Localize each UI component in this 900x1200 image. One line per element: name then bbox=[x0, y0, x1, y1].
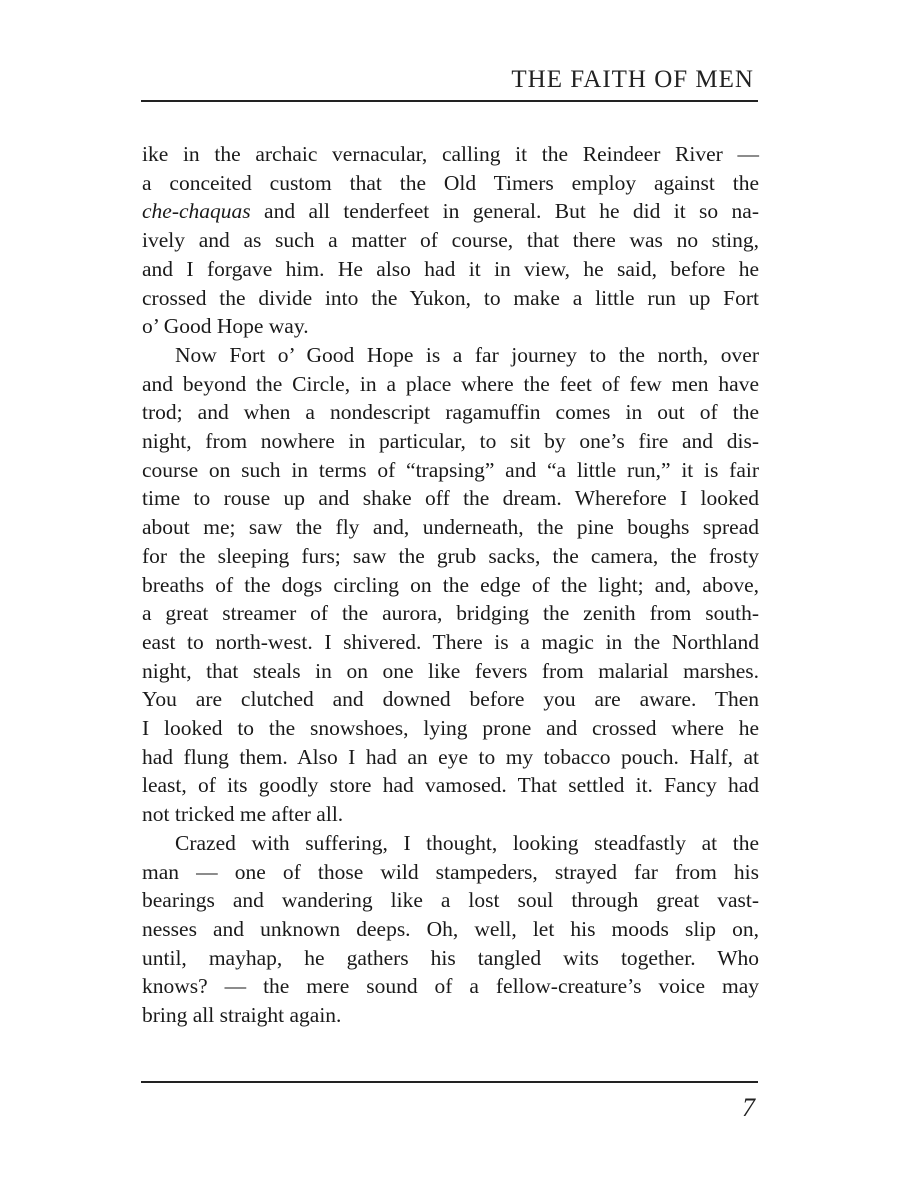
text-line: man — one of those wild stampeders, strayed far from his bbox=[142, 859, 759, 884]
page-number: 7 bbox=[742, 1093, 755, 1122]
text-line: a conceited custom that the Old Timers employ against the bbox=[142, 170, 759, 195]
text-line: east to north-west. I shivered. There is a magic in the Northland bbox=[142, 629, 759, 654]
text-line: night, that steals in on one like fevers from malarial marshes. bbox=[142, 658, 759, 683]
text-line: course on such in terms of “trapsing” and “a little run,” it is fair bbox=[142, 457, 759, 482]
text-line: nesses and unknown deeps. Oh, well, let his moods slip on, bbox=[142, 916, 759, 941]
text-line: crossed the divide into the Yukon, to make a little run up Fort bbox=[142, 285, 759, 310]
body-text bbox=[142, 140, 759, 1030]
text-line: I looked to the snowshoes, lying prone and crossed where he bbox=[142, 716, 759, 741]
text-line: least, of its goodly store had vamosed. That settled it. Fancy had bbox=[142, 773, 759, 798]
running-header: THE FAITH OF MEN bbox=[511, 66, 754, 93]
paragraph-2 bbox=[142, 341, 759, 829]
text-line: for the sleeping furs; saw the grub sacks, the camera, the frosty bbox=[142, 543, 759, 568]
text-line: night, from nowhere in particular, to sit by one’s fire and dis- bbox=[142, 429, 759, 454]
text-line: bring all straight again. bbox=[142, 1003, 342, 1028]
text-line: Crazed with suffering, I thought, looking steadfastly at the bbox=[175, 830, 759, 855]
text-line: not tricked me after all. bbox=[142, 802, 344, 827]
text-line: about me; saw the fly and, underneath, the pine boughs spread bbox=[142, 515, 759, 540]
text-line: time to rouse up and shake off the dream. Wherefore I looked bbox=[142, 486, 759, 511]
text-fragment: and all tenderfeet in general. But he did it so na- bbox=[250, 199, 759, 224]
text-line: and beyond the Circle, in a place where the feet of few men have bbox=[142, 371, 759, 396]
text-line: and I forgave him. He also had it in view, he said, before he bbox=[142, 256, 759, 281]
text-line: ively and as such a matter of course, that there was no sting, bbox=[142, 228, 759, 253]
header-rule bbox=[141, 100, 758, 102]
footer-rule bbox=[141, 1081, 758, 1083]
paragraph-1 bbox=[142, 140, 759, 341]
text-line: Now Fort o’ Good Hope is a far journey to the north, over bbox=[175, 342, 759, 367]
text-line bbox=[142, 197, 759, 226]
text-line: You are clutched and downed before you are aware. Then bbox=[142, 687, 759, 712]
text-line: trod; and when a nondescript ragamuffin comes in out of the bbox=[142, 400, 759, 425]
text-line: until, mayhap, he gathers his tangled wits together. Who bbox=[142, 945, 759, 970]
text-line: bearings and wandering like a lost soul through great vast- bbox=[142, 888, 759, 913]
text-line: knows? — the mere sound of a fellow-creature’s voice may bbox=[142, 974, 759, 999]
paragraph-3 bbox=[142, 829, 759, 1030]
text-line: ike in the archaic vernacular, calling it the Reindeer River — bbox=[142, 142, 759, 166]
italic-term: che-chaquas bbox=[142, 199, 251, 224]
text-line: a great streamer of the aurora, bridging the zenith from south- bbox=[142, 601, 759, 626]
text-line: had flung them. Also I had an eye to my tobacco pouch. Half, at bbox=[142, 744, 759, 769]
text-line: o’ Good Hope way. bbox=[142, 314, 309, 339]
text-line: breaths of the dogs circling on the edge of the light; and, above, bbox=[142, 572, 759, 597]
